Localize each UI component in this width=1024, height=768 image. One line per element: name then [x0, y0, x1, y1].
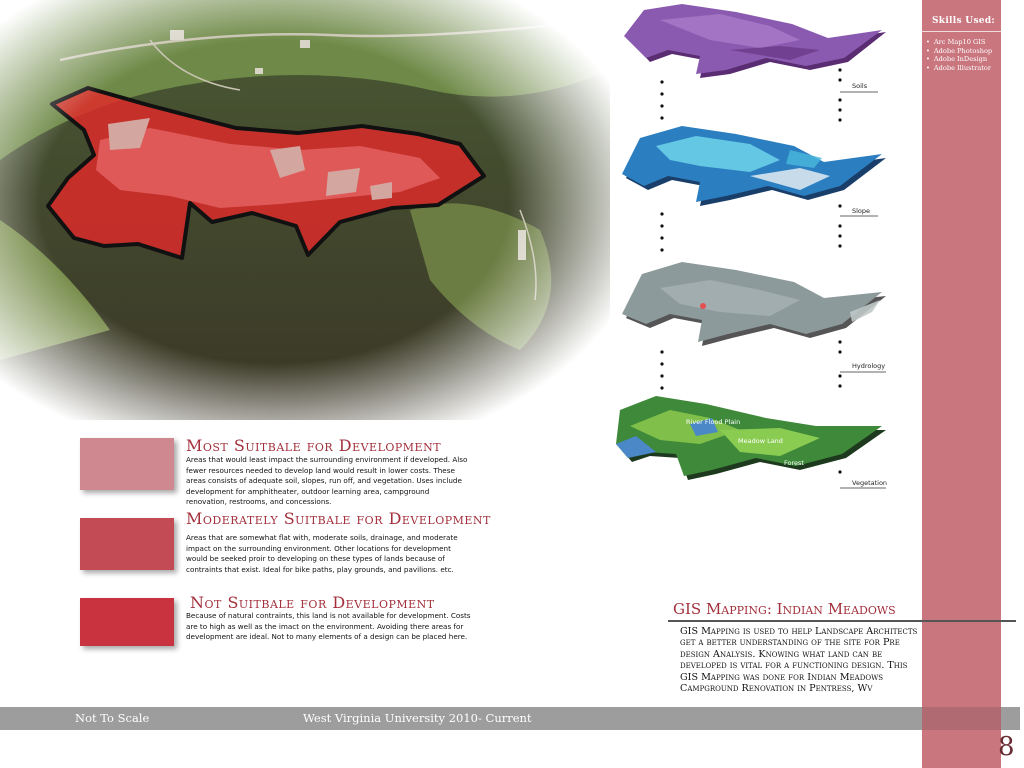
gis-mapping-title: GIS Mapping: Indian Meadows: [673, 600, 896, 618]
moderately-suitable-title: Moderately Suitbale for Development: [186, 509, 491, 528]
meadow-land-label: Meadow Land: [738, 437, 783, 445]
skills-list: [926, 38, 992, 72]
skill-item: • Arc Map10 GIS: [926, 38, 992, 47]
right-margin-stripe: [1004, 0, 1024, 768]
not-suitable-swatch: [80, 598, 174, 646]
moderately-suitable-swatch: [80, 518, 174, 570]
most-suitable-title: Most Suitbale for Development: [186, 436, 442, 455]
slope-label: Slope: [852, 207, 871, 215]
not-suitable-description: Because of natural contraints, this land is not available for development. Costs are to high as well as the imact on the environment. Avoiding there areas for development are ideal. Not to many elements of a design can be placed here.: [186, 611, 471, 642]
skills-sidebar: [922, 0, 1001, 768]
most-suitable-description: Areas that would least impact the surrounding environment if developed. Also fewer resources needed to develop land would result in lower costs. These areas consists of adequate soil, slopes, run off, and vegetation. Uses include development for amphitheater, outdoor learning area, campground renovation, restrooms, and concessions.: [186, 455, 468, 507]
vegetation-label: Vegetation: [852, 479, 888, 487]
hydrology-label: Hydrology: [852, 362, 886, 370]
not-suitable-title: Not Suitbale for Development: [190, 593, 435, 612]
right-connector: [838, 68, 841, 473]
slope-layer: [622, 126, 886, 206]
footer-accent: [922, 707, 1001, 730]
aerial-site-map: [0, 0, 610, 420]
skill-item: • Adobe InDesign: [926, 55, 992, 64]
most-suitable-swatch: [80, 438, 174, 490]
gis-title-rule: [668, 620, 1016, 622]
scale-note: Not To Scale: [75, 711, 150, 725]
hydrology-layer: [622, 262, 886, 346]
forest-label: Forest: [784, 459, 804, 467]
university-credit: West Virginia University 2010- Current: [303, 711, 532, 725]
vignette: [0, 0, 610, 420]
vegetation-layer: [616, 396, 886, 480]
moderately-suitable-description: Areas that are somewhat flat with, moderate soils, drainage, and moderate impact on the surrounding environment. Other locations for development would be seeked proir to developing on these types of lands because of contraints that exist. Ideal for bike paths, play grounds, and pavilions. etc.: [186, 533, 458, 574]
left-connector: [660, 80, 663, 389]
skill-item: • Adobe Illustrator: [926, 64, 992, 73]
page-number: 8: [998, 732, 1015, 762]
river-flood-plain-label: River Flood Plain: [686, 418, 741, 426]
skills-divider: [922, 31, 1001, 32]
skill-item: • Adobe Photoshop: [926, 47, 992, 56]
skills-title: Skills Used:: [932, 16, 996, 26]
soils-layer: [624, 4, 886, 78]
gis-layer-stack: [600, 0, 920, 500]
gis-mapping-description: GIS Mapping is used to help Landscape Architects get a better understanding of the site for Pre design Analysis. Knowing what land can be developed is vital for a functioning design. This GIS Mapping was done for Indian Meadows Campground Renovation in Pentress, Wv: [680, 626, 918, 695]
soils-label: Soils: [852, 82, 868, 90]
